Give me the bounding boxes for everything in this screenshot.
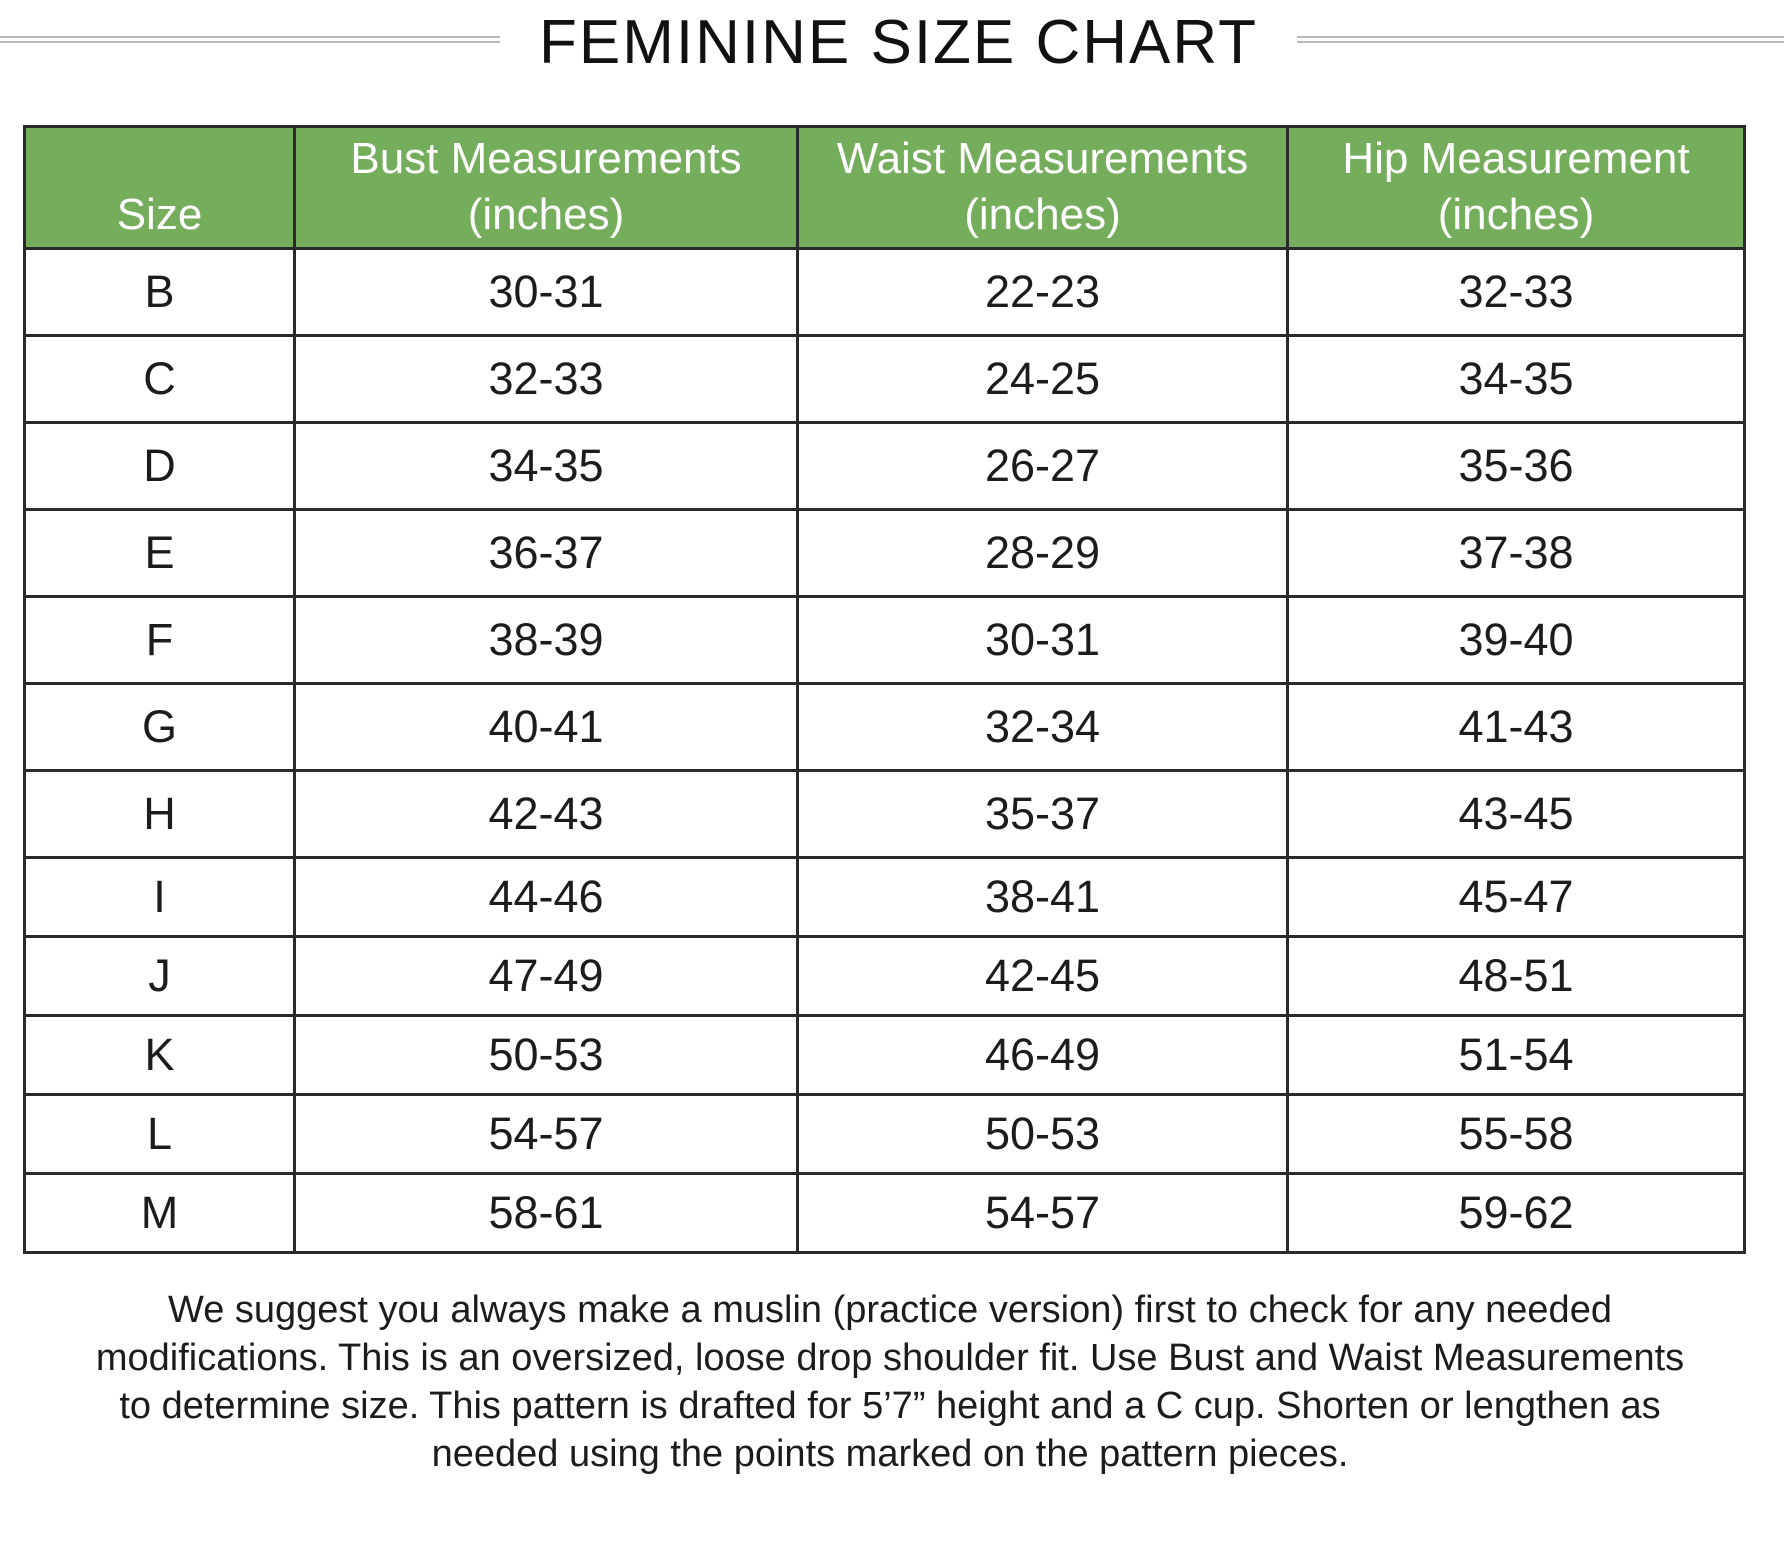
size-cell: I	[25, 858, 295, 937]
bust-cell: 44-46	[295, 858, 798, 937]
title-row	[0, 0, 1784, 90]
table-row	[25, 1095, 1745, 1174]
size-cell: L	[25, 1095, 295, 1174]
size-cell: B	[25, 249, 295, 336]
size-table	[23, 125, 1746, 1254]
table-row	[25, 336, 1745, 423]
hip-cell: 59-62	[1288, 1174, 1745, 1253]
waist-cell: 38-41	[798, 858, 1288, 937]
table-row	[25, 510, 1745, 597]
bust-cell: 40-41	[295, 684, 798, 771]
header-waist	[798, 127, 1288, 249]
fit-note-line: modifications. This is an oversized, loose drop shoulder fit. Use Bust and Waist Measurements	[95, 1337, 1685, 1379]
hip-cell: 37-38	[1288, 510, 1745, 597]
table-row	[25, 771, 1745, 858]
hip-cell: 48-51	[1288, 937, 1745, 1016]
bust-cell: 38-39	[295, 597, 798, 684]
header-waist-line2: (inches)	[964, 190, 1121, 239]
hip-cell: 32-33	[1288, 249, 1745, 336]
bust-cell: 47-49	[295, 937, 798, 1016]
header-waist-line1: Waist Measurements	[836, 134, 1249, 183]
table-row	[25, 684, 1745, 771]
table-row	[25, 858, 1745, 937]
size-cell: K	[25, 1016, 295, 1095]
hip-cell: 51-54	[1288, 1016, 1745, 1095]
bust-cell: 54-57	[295, 1095, 798, 1174]
hip-cell: 43-45	[1288, 771, 1745, 858]
title-rule-right	[1297, 36, 1784, 43]
fit-note-line: needed using the points marked on the pattern pieces.	[431, 1433, 1349, 1475]
chart-title: FEMININE SIZE CHART	[539, 8, 1258, 77]
header-hip-line1: Hip Measurement	[1342, 134, 1690, 183]
header-hip-line2: (inches)	[1437, 190, 1595, 239]
bust-cell: 32-33	[295, 336, 798, 423]
header-size-line2: Size	[116, 190, 203, 239]
title-rule-left	[0, 36, 500, 43]
hip-cell: 35-36	[1288, 423, 1745, 510]
waist-cell: 22-23	[798, 249, 1288, 336]
size-cell: E	[25, 510, 295, 597]
bust-cell: 50-53	[295, 1016, 798, 1095]
waist-cell: 42-45	[798, 937, 1288, 1016]
table-row	[25, 1016, 1745, 1095]
hip-cell: 34-35	[1288, 336, 1745, 423]
header-hip	[1288, 127, 1745, 249]
table-row	[25, 597, 1745, 684]
size-cell: G	[25, 684, 295, 771]
size-cell: F	[25, 597, 295, 684]
table-row	[25, 423, 1745, 510]
waist-cell: 30-31	[798, 597, 1288, 684]
size-cell: D	[25, 423, 295, 510]
header-row	[25, 127, 1745, 249]
bust-cell: 42-43	[295, 771, 798, 858]
header-size	[25, 127, 295, 249]
size-cell: H	[25, 771, 295, 858]
waist-cell: 32-34	[798, 684, 1288, 771]
waist-cell: 24-25	[798, 336, 1288, 423]
waist-cell: 35-37	[798, 771, 1288, 858]
table-row	[25, 937, 1745, 1016]
header-bust-line2: (inches)	[467, 190, 625, 239]
table-row	[25, 1174, 1745, 1253]
size-cell: J	[25, 937, 295, 1016]
hip-cell: 45-47	[1288, 858, 1745, 937]
fit-note-line: We suggest you always make a muslin (practice version) first to check for any needed	[168, 1289, 1612, 1331]
fit-note-line: to determine size. This pattern is drafted for 5’7” height and a C cup. Shorten or lengthen as	[119, 1385, 1661, 1427]
bust-cell: 30-31	[295, 249, 798, 336]
bust-cell: 58-61	[295, 1174, 798, 1253]
waist-cell: 46-49	[798, 1016, 1288, 1095]
header-bust	[295, 127, 798, 249]
waist-cell: 28-29	[798, 510, 1288, 597]
waist-cell: 26-27	[798, 423, 1288, 510]
bust-cell: 36-37	[295, 510, 798, 597]
hip-cell: 55-58	[1288, 1095, 1745, 1174]
waist-cell: 54-57	[798, 1174, 1288, 1253]
table-row	[25, 249, 1745, 336]
size-cell: M	[25, 1174, 295, 1253]
hip-cell: 39-40	[1288, 597, 1745, 684]
bust-cell: 34-35	[295, 423, 798, 510]
hip-cell: 41-43	[1288, 684, 1745, 771]
size-cell: C	[25, 336, 295, 423]
waist-cell: 50-53	[798, 1095, 1288, 1174]
header-bust-line1: Bust Measurements	[350, 134, 742, 183]
fit-note	[40, 1286, 1740, 1478]
